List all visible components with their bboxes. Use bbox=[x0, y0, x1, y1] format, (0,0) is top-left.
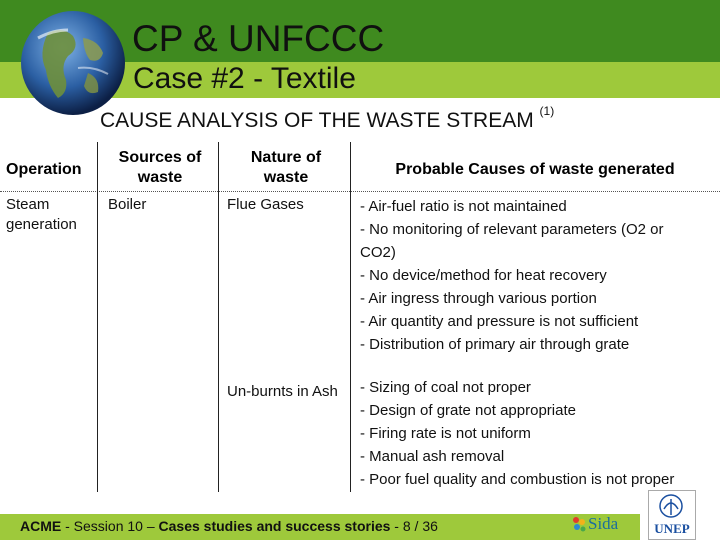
list-item: - No device/method for heat recovery bbox=[360, 267, 607, 284]
cell-nature-unburnts: Un-burnts in Ash bbox=[227, 383, 338, 400]
cell-operation: Steam generation bbox=[6, 196, 77, 233]
sida-logo-icon bbox=[570, 514, 588, 534]
sida-logo-text: Sida bbox=[588, 514, 619, 533]
cell-nature-flue-gases: Flue Gases bbox=[227, 196, 304, 213]
cell-source: Boiler bbox=[108, 196, 147, 213]
cell-causes-unburnts bbox=[360, 376, 674, 491]
list-item: - Manual ash removal bbox=[360, 448, 505, 465]
globe-icon bbox=[18, 8, 128, 118]
section-heading bbox=[100, 104, 555, 133]
list-item: - Air quantity and pressure is not sufficient bbox=[360, 313, 639, 330]
list-item: - Firing rate is not uniform bbox=[360, 425, 531, 442]
footer-text: ACME - Session 10 – Cases studies and success stories - 8 / 36 bbox=[20, 518, 438, 534]
column-divider bbox=[350, 142, 351, 492]
list-item: - Distribution of primary air through grate bbox=[360, 336, 630, 353]
column-header-nature: Nature of waste bbox=[250, 149, 322, 186]
list-item: - No monitoring of relevant parameters (O2 or bbox=[360, 221, 664, 238]
column-divider bbox=[218, 142, 219, 492]
list-item: CO2) bbox=[360, 244, 396, 261]
column-header-sources: Sources of waste bbox=[118, 149, 202, 186]
column-divider bbox=[97, 142, 98, 492]
list-item: - Design of grate not appropriate bbox=[360, 402, 576, 419]
list-item: - Air ingress through various portion bbox=[360, 290, 597, 307]
column-header-operation: Operation bbox=[6, 161, 82, 178]
header-divider bbox=[0, 191, 720, 192]
page-subtitle: Case #2 - Textile bbox=[133, 62, 356, 95]
list-item: - Poor fuel quality and combustion is not proper bbox=[360, 471, 675, 488]
list-item: - Air-fuel ratio is not maintained bbox=[360, 198, 567, 215]
footnote-marker: (1) bbox=[539, 104, 555, 118]
page-title: CP & UNFCCC bbox=[132, 18, 385, 59]
cell-causes-flue-gases bbox=[360, 195, 663, 356]
column-header-causes: Probable Causes of waste generated bbox=[395, 161, 675, 178]
unep-emblem-icon bbox=[658, 493, 684, 519]
list-item: - Sizing of coal not proper bbox=[360, 379, 531, 396]
section-heading-text: CAUSE ANALYSIS OF THE WASTE STREAM bbox=[100, 109, 534, 132]
unep-logo-text: UNEP bbox=[654, 521, 690, 536]
